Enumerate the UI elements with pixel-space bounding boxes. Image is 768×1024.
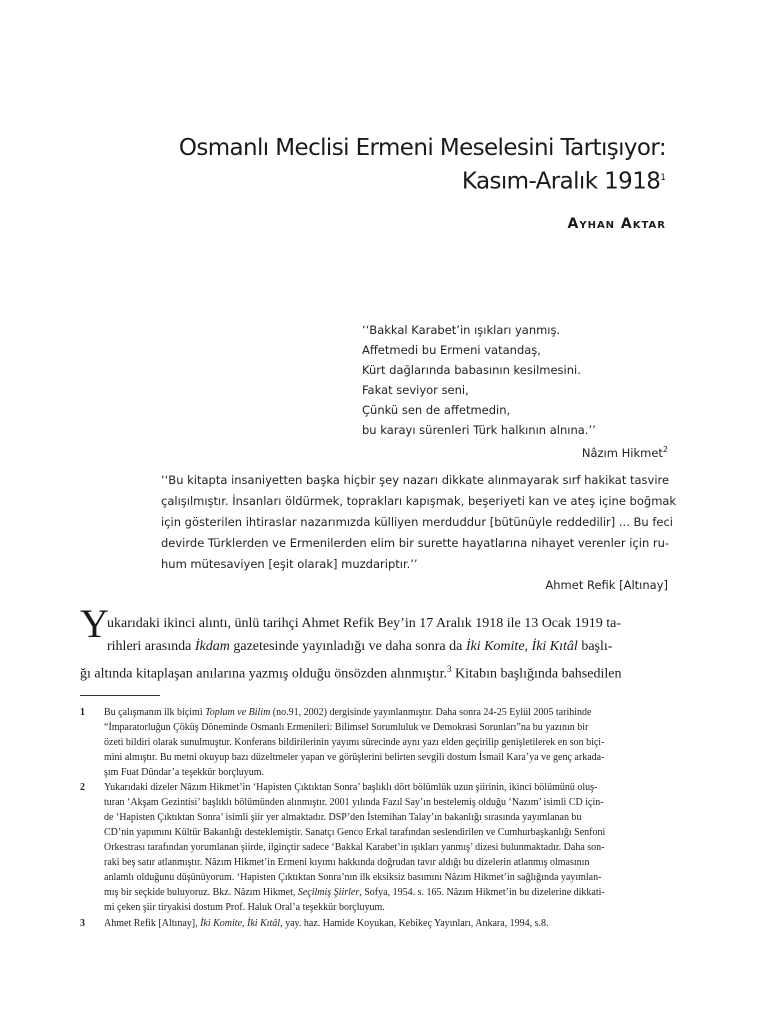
poem-footnote-mark[interactable]: 2 [662,445,668,454]
body-line-1 [80,612,670,635]
footnote-text: (no.91, 2002) dergisinde yayınlanmıştır. Daha sonra 24-25 Eylül 2005 tarihinde [270,707,592,718]
footnote-2 [80,780,670,915]
quote-line: devirde Türklerden ve Ermenilerden elim bir surette hayatlarına nihayet verenler için ru- [161,536,670,550]
poem-line: Kürt dağlarında babasının kesilmesini. [362,363,581,377]
footnote-text: Bu çalışmanın ilk biçimi [104,707,206,718]
poem-line: bu karayı sürenleri Türk halkının alnına.’’ [362,423,596,437]
book-title: İki Komite, İki Kıtâl [200,918,281,929]
footnote-1 [80,705,670,780]
footnote-line: de ‘Hapisten Çıktıktan Sonra’ isimli şiir yer almaktadır. DSP’den İstemihan Talay’ın bakanlığı sırasında yayımlanan bu [104,812,582,823]
body-line-2-text-b: gazetesinde yayınladığı ve daha sonra da [229,639,466,654]
footnote-line: turan ‘Akşam Gezintisi’ başlıklı bölümünden alınmıştır. 2001 yılında Fazıl Say’ın bestelemiş olduğu ‘Nazım’ isimli CD için- [104,797,604,808]
poem-line: Çünkü sen de affetmedin, [362,403,511,417]
footnotes [80,705,670,931]
title-line-2 [179,163,666,197]
newspaper-title: İkdam [194,639,230,654]
footnote-text: , yay. haz. Hamide Koyukan, Kebikeç Yayınları, Ankara, 1994, s.8. [280,918,549,929]
footnote-line: “İmparatorluğun Çöküş Döneminde Osmanlı Ermenileri: Bilimsel Sorumluluk ve Demokrasi Sorunları”na bu yazının bir [104,722,589,733]
epigraph-quote [161,470,677,596]
body-footnote-mark[interactable]: 3 [447,664,452,674]
footnote-line: Yukarıdaki dizeler Nâzım Hikmet’in ‘Hapisten Çıktıktan Sonra’ başlıklı dört bölümlük uzun şiirinin, ikinci bölümünü oluş- [104,782,598,793]
body-line-2-text-c: başlı- [577,639,613,654]
title-line-1: Osmanlı Meclisi Ermeni Meselesini Tartışıyor: [178,135,666,161]
quote-attribution: Ahmet Refik [Altınay] [545,578,668,592]
footnote-line: mini almıştır. Bu metni okuyup bazı düzeltmeler yapan ve görüşlerini belirten sevgili dostum İsmail Kara’ya ve genç arkada- [104,752,605,763]
body-paragraph [80,612,670,686]
poem-line: Fakat seviyor seni, [362,383,469,397]
footnote-line: şım Fuat Dündar’a teşekkür borçluyum. [104,767,265,778]
footnote-number: 1 [80,707,85,718]
book-title: Seçilmiş Şiirler [297,887,360,898]
footnote-line [104,885,670,900]
footnote-number: 2 [80,782,85,793]
poem-attribution-name: Nâzım Hikmet [581,445,663,460]
book-title: İki Komite, İki Kıtâl [465,639,578,654]
footnote-3 [80,916,670,931]
quote-line: ‘‘Bu kitapta insaniyetten başka hiçbir şey nazarı dikkate alınmayarak sırf hakikat tasvire [161,473,670,487]
body-line-3-text-a: ğı altında kitaplaşan anılarına yazmış olduğu önsözden alınmıştır. [80,666,448,682]
footnote-divider [80,695,160,696]
drop-cap: Y [80,601,109,646]
footnote-line: Orkestrası tarafından yorumlanan şiirde, ilginçtir sadece ‘Bakkal Karabet’in ışıkları yanmış’ dizesi bulunmaktadır. Daha son- [104,842,605,853]
quote-line: için gösterilen ihtiraslar nazarımızda külliyen merduddur [bütünüyle reddedilir] ... Bu feci [161,515,673,529]
journal-title: Toplum ve Bilim [205,707,271,718]
footnote-text: Ahmet Refik [Altınay], [104,918,201,929]
epigraph-poem [362,320,668,463]
quote-line: hum mütesaviyen [eşit olarak] muzdariptır.’’ [161,557,418,571]
footnote-line [104,916,670,931]
footnote-line: özeti bildiri olarak sunulmuştur. Konferans bildirilerinin yayımı sürecinde aynı yazı elden geçirilip genişletilerek en son biçi- [104,737,605,748]
quote-line: çalışılmıştır. İnsanları öldürmek, toprakları kapışmak, beşeriyeti kan ve ateş içine boğmak [161,494,677,508]
title-footnote-mark[interactable]: 1 [660,173,666,183]
poem-line: ‘‘Bakkal Karabet’in ışıkları yanmış. [362,323,561,337]
footnote-line: CD’nin yapımını Kültür Bakanlığı desteklemiştir. Sanatçı Genco Erkal tarafından seslendirilen ve Cumhurbaşkanlığı Senfoni [104,827,606,838]
body-line-3-text-b: Kitabın başlığında bahsedilen [451,666,622,682]
poem-line: Affetmedi bu Ermeni vatandaş, [362,343,541,357]
footnote-line [104,705,670,720]
author-name: Ayhan Aktar [567,216,666,232]
footnote-line: raki beş satır atlanmıştır. Nâzım Hikmet’in Ermeni kıyımı hakkında doğrudan tavır aldığı bu dizelerin atlanmış olmasının [104,857,590,868]
body-line-1-text: ukarıdaki ikinci alıntı, ünlü tarihçi Ahmet Refik Bey’in 17 Aralık 1918 ile 13 Ocak 1919 ta- [107,616,622,631]
footnote-number: 3 [80,918,85,929]
body-line-2 [80,635,670,658]
footnote-line: mi çeken şiir tiryakisi dostum Prof. Haluk Oral’a teşekkür borçluyum. [104,902,385,913]
title-line-2-text: Kasım-Aralık 1918 [461,168,661,195]
poem-attribution [362,440,668,463]
article-title [179,133,666,197]
body-line-3 [80,658,670,686]
footnote-text: , Sofya, 1954. s. 165. Nâzım Hikmet’in bu dizelerine dikkati- [359,887,605,898]
body-line-2-text-a: rihleri arasında [107,639,195,654]
footnote-text: mış bir seçkide buluyoruz. Bkz. Nâzım Hikmet, [104,887,298,898]
footnote-line: anlamlı olduğunu düşünüyorum. ‘Hapisten Çıktıktan Sonra’nın ilk eksiksiz basımını Nâzım Hikmet’in sağlığında yayımlan- [104,872,602,883]
